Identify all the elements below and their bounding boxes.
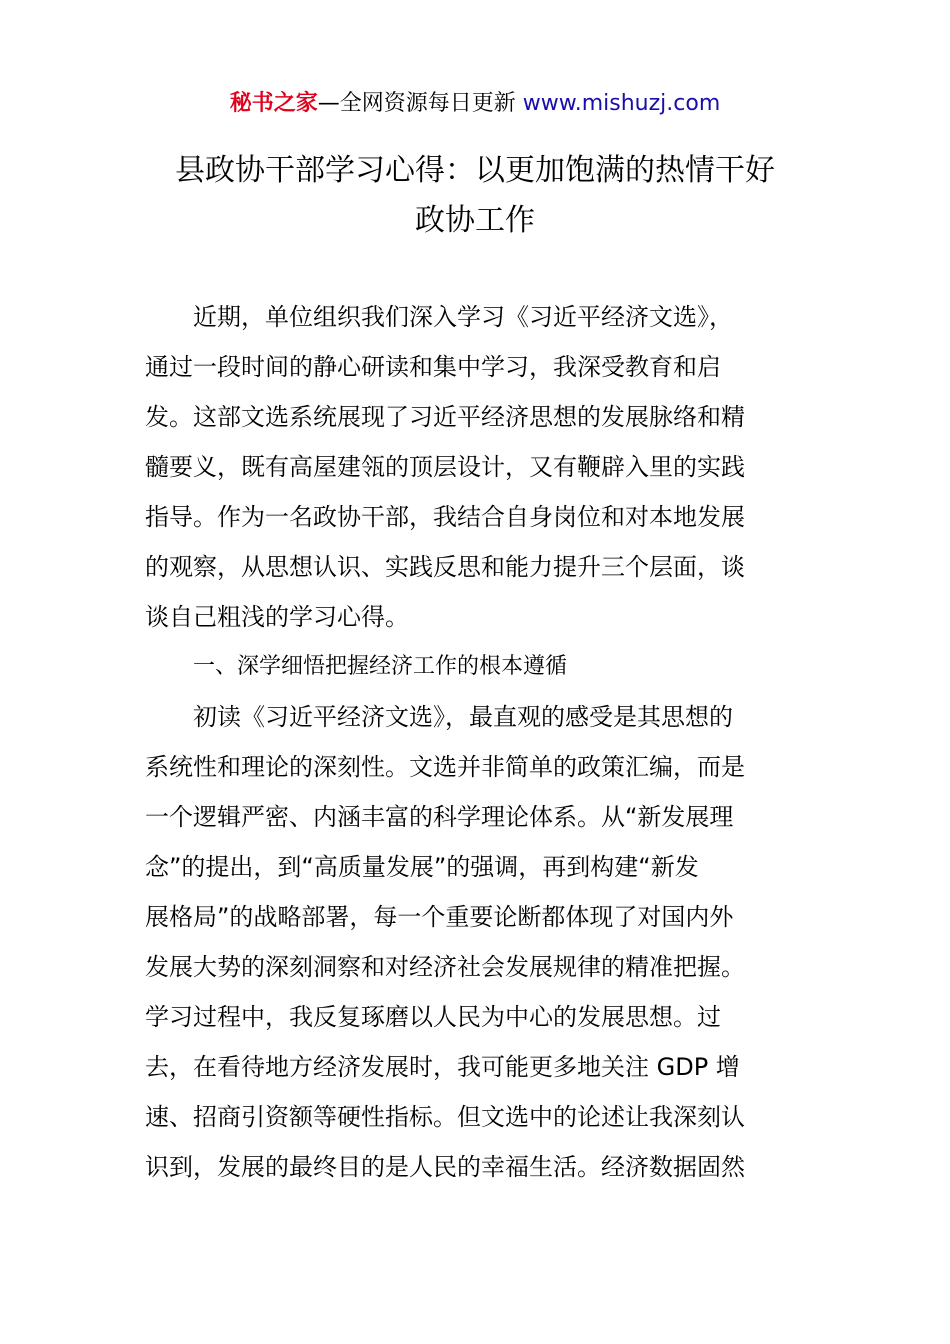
paragraph-line: 展格局”的战略部署，每一个重要论断都体现了对国内外 bbox=[145, 903, 734, 931]
paragraph-line: 系统性和理论的深刻性。文选并非简单的政策汇编，而是 bbox=[145, 753, 745, 781]
paragraph-line: 发。这部文选系统展现了习近平经济思想的发展脉络和精 bbox=[145, 403, 745, 431]
site-brand: 秘书之家 bbox=[229, 91, 318, 116]
section-heading: 一、深学细悟把握经济工作的根本遵循 bbox=[193, 654, 568, 679]
title-line-1: 县政协干部学习心得：以更加饱满的热情干好 bbox=[175, 153, 775, 188]
paragraph-line: 指导。作为一名政协干部，我结合自身岗位和对本地发展 bbox=[145, 503, 745, 531]
paragraph-line: 近期，单位组织我们深入学习《习近平经济文选》， bbox=[193, 303, 733, 331]
paragraph-line: 识到，发展的最终目的是人民的幸福生活。经济数据固然 bbox=[145, 1153, 745, 1181]
paragraph-line: 一个逻辑严密、内涵丰富的科学理论体系。从“新发展理 bbox=[145, 803, 734, 831]
paragraph-line: 通过一段时间的静心研读和集中学习，我深受教育和启 bbox=[145, 353, 721, 381]
document-title bbox=[0, 146, 950, 246]
paragraph-line: 去，在看待地方经济发展时，我可能更多地关注 GDP 增 bbox=[145, 1053, 740, 1081]
paragraph-line: 速、招商引资额等硬性指标。但文选中的论述让我深刻认 bbox=[145, 1103, 745, 1131]
site-url-link[interactable]: www.mishuzj.com bbox=[522, 91, 721, 116]
paragraph-line: 髓要义，既有高屋建瓴的顶层设计，又有鞭辟入里的实践 bbox=[145, 453, 745, 481]
paragraph-line: 的观察，从思想认识、实践反思和能力提升三个层面，谈 bbox=[145, 553, 745, 581]
paragraph-line: 念”的提出，到“高质量发展”的强调，再到构建“新发 bbox=[145, 853, 699, 881]
document-body bbox=[145, 292, 805, 1192]
site-header bbox=[0, 88, 950, 120]
paragraph-line: 学习过程中，我反复琢磨以人民为中心的发展思想。过 bbox=[145, 1003, 721, 1031]
site-tagline: —全网资源每日更新 bbox=[317, 91, 523, 116]
paragraph-line: 发展大势的深刻洞察和对经济社会发展规律的精准把握。 bbox=[145, 953, 745, 981]
paragraph-line: 初读《习近平经济文选》，最直观的感受是其思想的 bbox=[193, 703, 733, 731]
title-line-2: 政协工作 bbox=[415, 203, 535, 238]
paragraph-line: 谈自己粗浅的学习心得。 bbox=[145, 603, 409, 631]
